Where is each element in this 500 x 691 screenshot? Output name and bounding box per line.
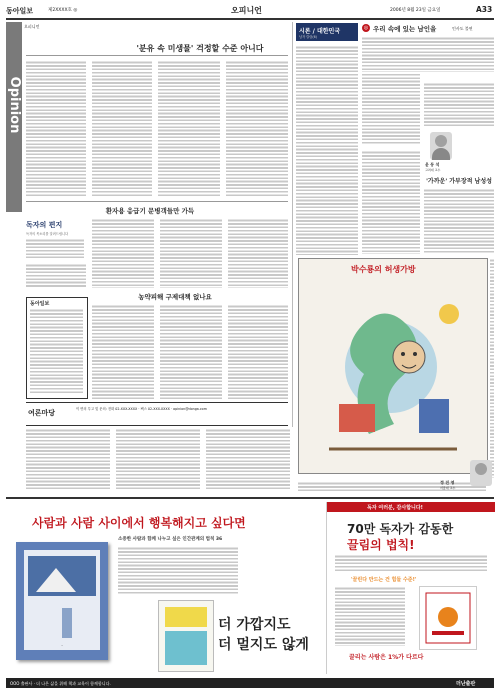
sub1-text-col-1	[92, 218, 154, 288]
contact-title: 여론마당	[28, 409, 56, 417]
date: 2006년 8월 23일 금요일	[390, 8, 441, 13]
column-headline-by: 인사도 불연	[452, 26, 473, 31]
opinion-masthead	[6, 22, 22, 212]
letters-text	[26, 238, 84, 258]
illustration-frame	[298, 258, 488, 474]
column-headline-icon: ◎	[363, 25, 369, 31]
sub2-text-col-1	[92, 304, 154, 400]
ad-footer-right: 더난출판	[456, 681, 476, 687]
right-author-title: 서울대 교수	[440, 486, 456, 490]
right-column-col-1	[424, 188, 494, 254]
paper-name: 동아일보	[6, 7, 34, 15]
right-column-col-3	[490, 258, 494, 478]
ad-footer-left: OOO 출판사 · 더 나은 삶을 위해 책과 교육이 함께합니다.	[10, 680, 111, 686]
sub2-text-col-2	[160, 304, 222, 400]
book-title-line-1: 더 가깝지도	[218, 617, 291, 633]
right-ad-book	[419, 586, 477, 650]
right-ad-headline-2: 끌림의 법칙!	[347, 538, 415, 552]
issue-number: 제2XXXX호 ◎	[48, 8, 78, 13]
lower-text-col-3	[206, 428, 290, 490]
column-banner-text: 시론 / 대한민국	[299, 28, 341, 35]
page-header	[6, 5, 494, 17]
editorial-title-rule	[26, 55, 288, 56]
illustration-caption-text	[298, 481, 486, 491]
editorial-text-col-3	[158, 60, 220, 196]
masthead-kr-label: 오피니언	[24, 24, 40, 29]
right-author-silhouette-icon	[475, 463, 487, 475]
author-name: 윤 동 석	[425, 162, 440, 167]
right-ad-list	[335, 586, 405, 646]
editorial-text-col-4	[226, 60, 288, 196]
right-author-name: 정 진 영	[440, 480, 455, 485]
ad-footer	[6, 678, 494, 688]
sub2-text-col-3	[228, 304, 288, 400]
column-divider	[292, 22, 293, 427]
book-title-line-2: 더 멀지도 않게	[218, 637, 309, 653]
editorial-text-col-2	[92, 60, 152, 196]
sub1-rule	[26, 201, 288, 202]
column-banner-sub: 남자 칼럼(6)	[299, 35, 317, 39]
illustration-art	[299, 259, 487, 473]
column-lede	[362, 36, 494, 72]
book-cover-right	[158, 600, 214, 672]
right-ad-header	[327, 502, 495, 512]
letters-title: 독자의 편지	[26, 221, 63, 229]
right-ad-header-text: 독자 여러분, 감사합니다!	[367, 505, 423, 511]
book-cover-left	[16, 542, 108, 660]
column-banner	[296, 23, 358, 41]
illustration-title: 박수룡의 허생가방	[351, 265, 416, 274]
column-text-col-1	[296, 45, 358, 255]
author-photo	[430, 132, 452, 160]
author-title: 고려대 교수	[425, 168, 441, 172]
right-column-title: '가까운' 가부장적 남성성	[426, 178, 492, 185]
left-ad-headline: 사람과 사람 사이에서 행복해지고 싶다면	[32, 516, 246, 530]
left-ad-body	[118, 546, 238, 594]
right-ad-sub: '끌린다 만드는 건 힘들 수준!'	[351, 577, 417, 583]
sub1-text-col-0	[26, 263, 86, 288]
right-ad-bottom: 끌리는 사람은 1%가 다르다	[349, 654, 424, 661]
contact-text: 이 면의 투고 및 문의: 전화 02-XXX-XXXX · 팩스 02-XXX-XXXX · opinion@donga.com	[76, 407, 207, 411]
right-author-photo	[470, 460, 492, 486]
right-ad-body	[335, 554, 487, 572]
column-headline: 우리 속에 있는 남인을	[373, 25, 437, 33]
left-ad	[8, 502, 320, 674]
sub2-title: 농약피해 구제대책 없나요	[138, 293, 212, 301]
sub1-text-col-2	[160, 218, 222, 288]
column-text-col-3	[424, 82, 494, 128]
svg-text:.: .	[61, 642, 63, 648]
letters-sub: 독자의 목소리를 알려드립니다	[26, 232, 69, 236]
sub1-text-col-3	[228, 218, 288, 288]
letters-box	[26, 218, 86, 260]
page-number: A33	[476, 5, 493, 14]
info-box-title: 동아일보	[30, 301, 50, 307]
sub1-title: 환자용 응급기 문병객들만 가득	[105, 207, 195, 215]
info-box-text	[30, 308, 83, 394]
newspaper-info-box	[26, 297, 88, 399]
contact-strip	[26, 402, 288, 426]
editorial-text-col-1	[26, 60, 86, 196]
author-silhouette-icon	[435, 135, 447, 147]
book-cover-right-art	[159, 601, 213, 671]
editorial-title: '분유 속 미생물' 걱정할 수준 아니다	[136, 44, 264, 53]
right-ad-book-art	[420, 587, 476, 649]
right-ad	[326, 502, 495, 674]
left-ad-sub: 소중한 사람과 함께 나누고 싶은 인간관계의 법칙 36	[118, 537, 223, 542]
header-rule	[6, 18, 494, 20]
author-body-icon	[432, 148, 450, 160]
ad-divider	[6, 497, 494, 499]
right-column-col-2	[362, 150, 420, 254]
book-cover-art	[16, 542, 108, 660]
lower-text-col-1	[26, 428, 110, 490]
lower-text-col-2	[116, 428, 200, 490]
right-ad-headline-1: 70만 독자가 감동한	[347, 522, 454, 536]
section-name: 오피니언	[231, 6, 262, 15]
opinion-vertical-text: Opinion	[7, 76, 22, 134]
